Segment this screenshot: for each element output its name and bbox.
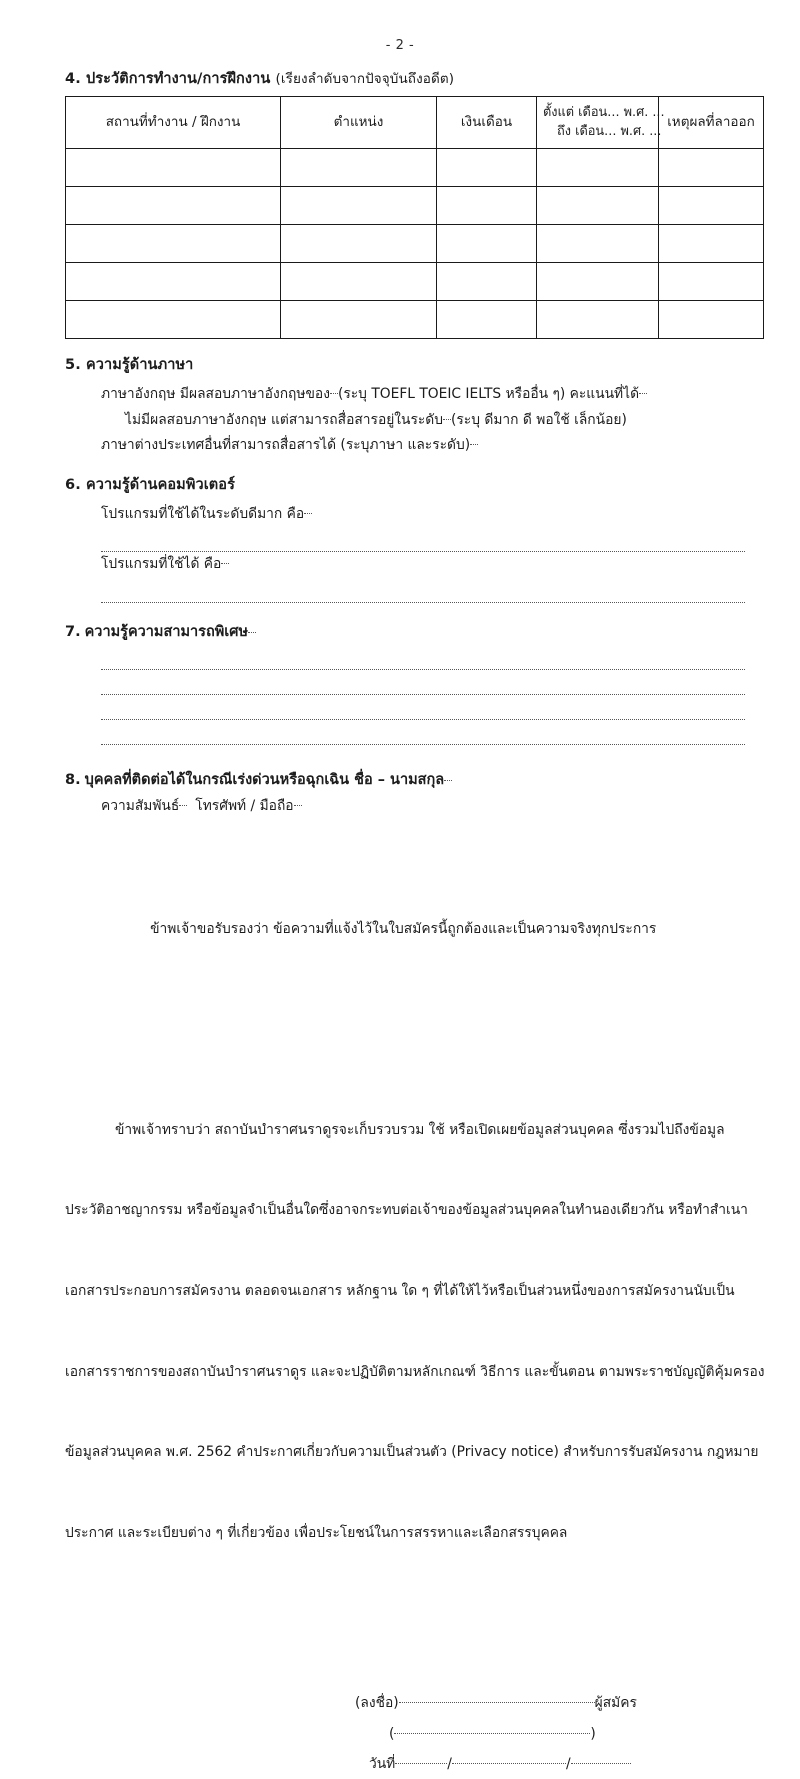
work-history-table-head [66, 97, 764, 149]
english-level-hint: (ระบุ ดีมาก ดี พอใช้ เล็กน้อย) [451, 411, 627, 428]
cell-period[interactable] [537, 149, 659, 187]
cell-position[interactable] [281, 263, 437, 301]
header-salary: เงินเดือน [437, 97, 537, 149]
cell-period[interactable] [537, 225, 659, 263]
cell-salary[interactable] [437, 263, 537, 301]
relation-input[interactable] [179, 805, 187, 806]
section-8-line-2 [65, 794, 745, 820]
section-7-blank-line-4[interactable] [65, 720, 745, 745]
date-slash-2: / [565, 1756, 571, 1773]
cell-salary[interactable] [437, 149, 537, 187]
section-6-line-2 [65, 552, 745, 578]
section-4-number: 4. [65, 71, 81, 87]
cell-reason[interactable] [659, 187, 764, 225]
phone-input[interactable] [294, 805, 302, 806]
section-4-title: ประวัติการทำงาน/การฝึกงาน [85, 71, 271, 87]
relation-label: ความสัมพันธ์ [101, 798, 180, 815]
table-row[interactable] [66, 225, 764, 263]
header-period [537, 97, 665, 149]
cell-position[interactable] [281, 149, 437, 187]
section-5-line-3 [65, 433, 745, 459]
page-number: - 2 - [385, 38, 415, 53]
date-day-input[interactable] [395, 1763, 447, 1764]
cell-reason[interactable] [659, 301, 764, 339]
no-test-label: ไม่มีผลสอบภาษาอังกฤษ แต่สามารถสื่อสารอยู่ในระดับ [125, 411, 444, 428]
cell-workplace[interactable] [66, 263, 281, 301]
section-5-heading [65, 353, 745, 376]
cell-period[interactable] [537, 187, 659, 225]
section-5-title: ความรู้ด้านภาษา [85, 357, 194, 373]
section-7-blank-line-3[interactable] [65, 695, 745, 720]
applicant-label: ผู้สมัคร [594, 1695, 637, 1712]
special-skill-input[interactable] [248, 632, 256, 633]
section-5-number: 5. [65, 357, 81, 373]
printed-name-line [355, 1719, 745, 1749]
form-content [55, 67, 765, 1779]
english-level-input[interactable] [443, 419, 451, 420]
cell-reason[interactable] [659, 149, 764, 187]
signature-block [65, 1688, 745, 1779]
table-row[interactable] [66, 149, 764, 187]
cell-reason[interactable] [659, 225, 764, 263]
declaration-line-4: เอกสารราชการของสถาบันบำราศนราดูร และจะปฏิบัติตามหลักเกณฑ์ วิธีการ และขั้นตอน ตามพระราชบัญญัติคุ้มครอง [65, 1363, 765, 1380]
section-8-title: บุคคลที่ติดต่อได้ในกรณีเร่งด่วนหรือฉุกเฉิน ชื่อ – นามสกุล [84, 772, 445, 789]
dotted-rule [101, 602, 745, 603]
section-5-line-1 [65, 382, 745, 408]
declaration-line-3: เอกสารประกอบการสมัครงาน ตลอดจนเอกสาร หลักฐาน ใด ๆ ที่ได้ให้ไว้หรือเป็นส่วนหนึ่งของการสมัครงานนับเป็น [65, 1282, 735, 1299]
date-month-input[interactable] [452, 1763, 566, 1764]
cell-position[interactable] [281, 187, 437, 225]
printed-name-input[interactable] [394, 1733, 590, 1734]
section-6-number: 6. [65, 476, 81, 493]
other-language-input[interactable] [470, 444, 478, 445]
cell-salary[interactable] [437, 187, 537, 225]
dotted-rule [101, 719, 745, 720]
cell-workplace[interactable] [66, 225, 281, 263]
english-test-label: ภาษาอังกฤษ มีผลสอบภาษาอังกฤษของ [101, 386, 330, 402]
other-language-label: ภาษาต่างประเทศอื่นที่สามารถสื่อสารได้ (ระบุภาษา และระดับ) [101, 437, 471, 454]
section-4-heading [65, 67, 745, 90]
cell-workplace[interactable] [66, 149, 281, 187]
header-workplace: สถานที่ทำงาน / ฝึกงาน [66, 97, 281, 149]
section-6-blank-line-1[interactable] [65, 527, 745, 552]
date-line [355, 1749, 745, 1779]
section-7-blank-line-2[interactable] [65, 670, 745, 695]
table-row[interactable] [66, 187, 764, 225]
cell-workplace[interactable] [66, 301, 281, 339]
declaration-block [65, 830, 765, 1655]
cell-salary[interactable] [437, 225, 537, 263]
paren-open: ( [389, 1725, 395, 1742]
work-history-table-body [66, 149, 764, 339]
dotted-rule [101, 694, 745, 695]
cell-position[interactable] [281, 301, 437, 339]
section-8-number: 8. [65, 772, 81, 789]
section-4-subtitle: (เรียงลำดับจากปัจจุบันถึงอดีต) [275, 71, 455, 87]
declaration-line-5: ข้อมูลส่วนบุคคล พ.ศ. 2562 คำประกาศเกี่ยวกับความเป็นส่วนตัว (Privacy notice) สำหรับการรับสมัครงาน กฎหมาย [65, 1444, 759, 1461]
dotted-rule [101, 744, 745, 745]
expert-program-input[interactable] [304, 513, 312, 514]
english-score-input[interactable] [639, 393, 647, 394]
declaration-statement-block [65, 890, 745, 971]
emergency-contact-name-input[interactable] [444, 780, 452, 781]
section-6-title: ความรู้ด้านคอมพิวเตอร์ [85, 476, 236, 493]
cell-workplace[interactable] [66, 187, 281, 225]
english-test-hint: (ระบุ TOEFL TOEIC IELTS หรืออื่น ๆ) คะแนนที่ได้ [337, 386, 640, 402]
work-history-table [65, 96, 764, 339]
paren-close: ) [590, 1725, 596, 1742]
declaration-line-1-text: ข้าพเจ้าทราบว่า สถาบันบำราศนราดูรจะเก็บรวบรวม ใช้ หรือเปิดเผยข้อมูลส่วนบุคคล ซึ่งรวมไปถึงข้อมูล [115, 1121, 725, 1138]
section-5-line-2 [65, 408, 745, 434]
section-7-number: 7. [65, 623, 81, 640]
date-label: วันที่ [369, 1756, 396, 1773]
section-7-heading [65, 619, 745, 646]
section-6-line-1 [65, 502, 745, 528]
header-position: ตำแหน่ง [281, 97, 437, 149]
signature-input[interactable] [399, 1702, 595, 1703]
cell-salary[interactable] [437, 301, 537, 339]
signature-line [355, 1688, 745, 1718]
basic-program-label: โปรแกรมที่ใช้ได้ คือ [101, 556, 222, 573]
phone-label: โทรศัพท์ / มือถือ [195, 798, 294, 815]
cell-period[interactable] [537, 301, 659, 339]
table-row[interactable] [66, 263, 764, 301]
declaration-line-2: ประวัติอาชญากรรม หรือข้อมูลจำเป็นอื่นใดซึ่งอาจกระทบต่อเจ้าของข้อมูลส่วนบุคคลในทำนองเดียวกัน หรือทำสำเนา [65, 1202, 748, 1219]
english-test-input[interactable] [330, 393, 338, 394]
declaration-statement: ข้าพเจ้าขอรับรองว่า ข้อความที่แจ้งไว้ในใบสมัครนี้ถูกต้องและเป็นความจริงทุกประการ [150, 921, 657, 938]
section-8-heading [65, 767, 745, 794]
cell-reason[interactable] [659, 263, 764, 301]
section-6-heading [65, 473, 745, 496]
sign-label: (ลงชื่อ) [355, 1695, 399, 1712]
table-header-row [66, 97, 764, 149]
date-year-input[interactable] [571, 1763, 631, 1764]
declaration-line-6: ประกาศ และระเบียบต่าง ๆ ที่เกี่ยวข้อง เพื่อประโยชน์ในการสรรหาและเลือกสรรบุคคล [65, 1524, 568, 1541]
expert-program-label: โปรแกรมที่ใช้ได้ในระดับดีมาก คือ [101, 505, 305, 522]
cell-position[interactable] [281, 225, 437, 263]
declaration-line-1 [65, 1117, 745, 1144]
declaration-paragraph [65, 1063, 765, 1601]
basic-program-input[interactable] [221, 563, 229, 564]
section-6-blank-line-2[interactable] [65, 578, 745, 603]
table-row[interactable] [66, 301, 764, 339]
header-period-line1: ตั้งแต่ เดือน... พ.ศ. ... [543, 104, 665, 120]
section-7-blank-line-1[interactable] [65, 645, 745, 670]
header-period-line2: ถึง เดือน... พ.ศ. ... [557, 123, 662, 139]
dotted-rule [101, 669, 745, 670]
header-reason: เหตุผลที่ลาออก [659, 97, 764, 149]
section-7-title: ความรู้ความสามารถพิเศษ [84, 623, 249, 640]
cell-period[interactable] [537, 263, 659, 301]
date-slash-1: / [447, 1756, 452, 1773]
